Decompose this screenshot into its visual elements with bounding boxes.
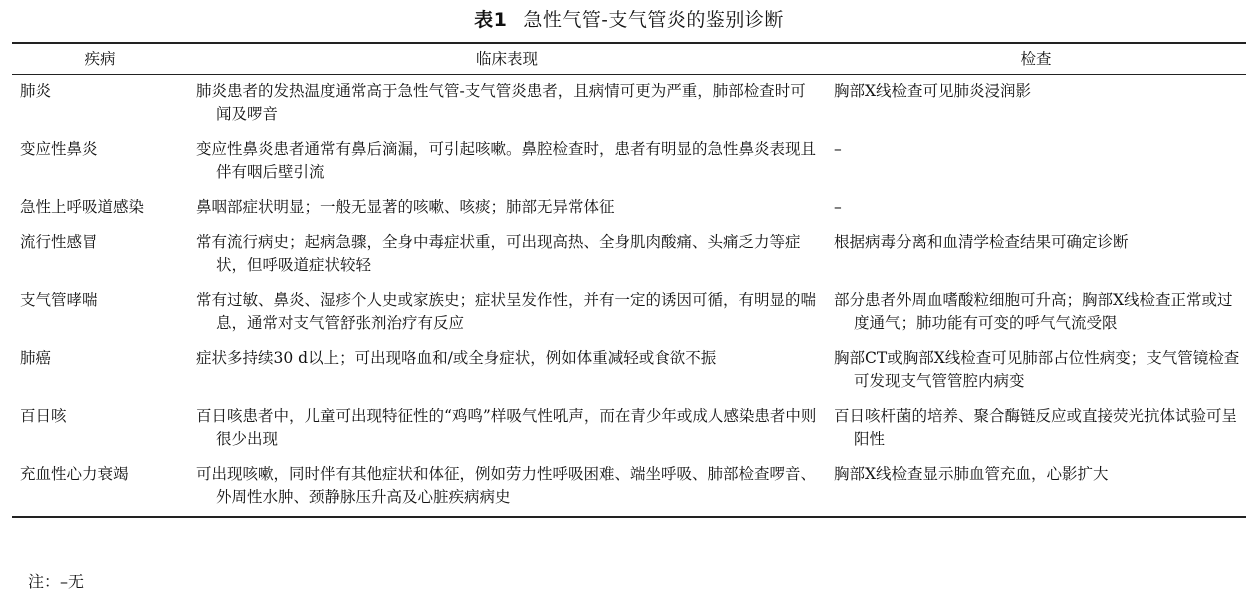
header-disease: 疾病 (84, 49, 116, 68)
table-row (12, 284, 1246, 342)
disease-cell (12, 226, 188, 284)
table-row (12, 226, 1246, 284)
exam-cell-text: – (834, 198, 842, 216)
clinical-cell-text: 常有流行病史；起病急骤，全身中毒症状重，可出现高热、全身肌肉酸痛、头痛乏力等症状，但呼吸道症状较轻 (196, 233, 801, 274)
exam-cell (826, 342, 1246, 400)
exam-cell (826, 226, 1246, 284)
disease-cell-text: 支气管哮喘 (20, 291, 98, 309)
exam-cell (826, 284, 1246, 342)
clinical-cell-text: 百日咳患者中，儿童可出现特征性的“鸡鸣”样吸气性吼声，而在青少年或成人感染患者中则很少出现 (196, 407, 817, 448)
clinical-cell-text: 鼻咽部症状明显；一般无显著的咳嗽、咳痰；肺部无异常体征 (196, 198, 615, 216)
differential-diagnosis-table (12, 42, 1246, 518)
table-row (12, 75, 1246, 134)
exam-cell (826, 133, 1246, 191)
table-row (12, 191, 1246, 226)
exam-cell-text: 百日咳杆菌的培养、聚合酶链反应或直接荧光抗体试验可呈阳性 (834, 407, 1238, 448)
header-row (12, 43, 1246, 75)
disease-cell-text: 充血性心力衰竭 (20, 465, 129, 483)
clinical-cell (188, 133, 826, 191)
clinical-cell-text: 症状多持续30 d以上；可出现咯血和/或全身症状，例如体重减轻或食欲不振 (196, 349, 717, 367)
table-row (12, 133, 1246, 191)
table-title: 急性气管-支气管炎的鉴别诊断 (523, 9, 784, 31)
exam-cell (826, 191, 1246, 226)
disease-cell (12, 342, 188, 400)
disease-cell (12, 133, 188, 191)
clinical-cell (188, 284, 826, 342)
header-clinical: 临床表现 (475, 49, 538, 68)
clinical-cell (188, 191, 826, 226)
table-row (12, 458, 1246, 517)
clinical-cell (188, 342, 826, 400)
disease-cell-text: 变应性鼻炎 (20, 140, 98, 158)
clinical-cell-text: 变应性鼻炎患者通常有鼻后滴漏，可引起咳嗽。鼻腔检查时，患者有明显的急性鼻炎表现且伴有咽后壁引流 (196, 140, 817, 181)
disease-cell-text: 急性上呼吸道感染 (20, 198, 145, 216)
clinical-cell-text: 可出现咳嗽，同时伴有其他症状和体征，例如劳力性呼吸困难、端坐呼吸、肺部检查啰音、外周性水肿、颈静脉压升高及心脏疾病病史 (196, 465, 817, 506)
clinical-cell-text: 常有过敏、鼻炎、湿疹个人史或家族史；症状呈发作性，并有一定的诱因可循，有明显的喘息，通常对支气管舒张剂治疗有反应 (196, 291, 817, 332)
disease-cell-text: 肺癌 (20, 349, 52, 367)
exam-cell (826, 75, 1246, 134)
exam-cell-text: 部分患者外周血嗜酸粒细胞可升高；胸部X线检查正常或过度通气；肺功能有可变的呼气气流受限 (834, 291, 1233, 332)
disease-cell-text: 肺炎 (20, 82, 52, 100)
clinical-cell (188, 400, 826, 458)
clinical-cell (188, 458, 826, 517)
table-row (12, 400, 1246, 458)
table-note: 注：–无 (28, 572, 85, 591)
clinical-cell-text: 肺炎患者的发热温度通常高于急性气管-支气管炎患者，且病情可更为严重，肺部检查时可闻及啰音 (196, 82, 806, 123)
disease-cell-text: 流行性感冒 (20, 233, 98, 251)
disease-cell (12, 191, 188, 226)
exam-cell-text: – (834, 140, 842, 158)
disease-cell (12, 400, 188, 458)
exam-cell-text: 胸部X线检查可见肺炎浸润影 (834, 82, 1032, 100)
clinical-cell (188, 226, 826, 284)
exam-cell-text: 胸部CT或胸部X线检查可见肺部占位性病变；支气管镜检查可发现支气管管腔内病变 (834, 349, 1240, 390)
table-row (12, 342, 1246, 400)
exam-cell (826, 458, 1246, 517)
exam-cell (826, 400, 1246, 458)
table-number: 表1 (474, 9, 508, 31)
disease-cell (12, 284, 188, 342)
header-exam: 检查 (1020, 49, 1052, 68)
disease-cell (12, 75, 188, 134)
disease-cell (12, 458, 188, 517)
table-caption (0, 7, 1258, 33)
exam-cell-text: 胸部X线检查显示肺血管充血，心影扩大 (834, 465, 1109, 483)
disease-cell-text: 百日咳 (20, 407, 67, 425)
exam-cell-text: 根据病毒分离和血清学检查结果可确定诊断 (834, 233, 1129, 251)
clinical-cell (188, 75, 826, 134)
